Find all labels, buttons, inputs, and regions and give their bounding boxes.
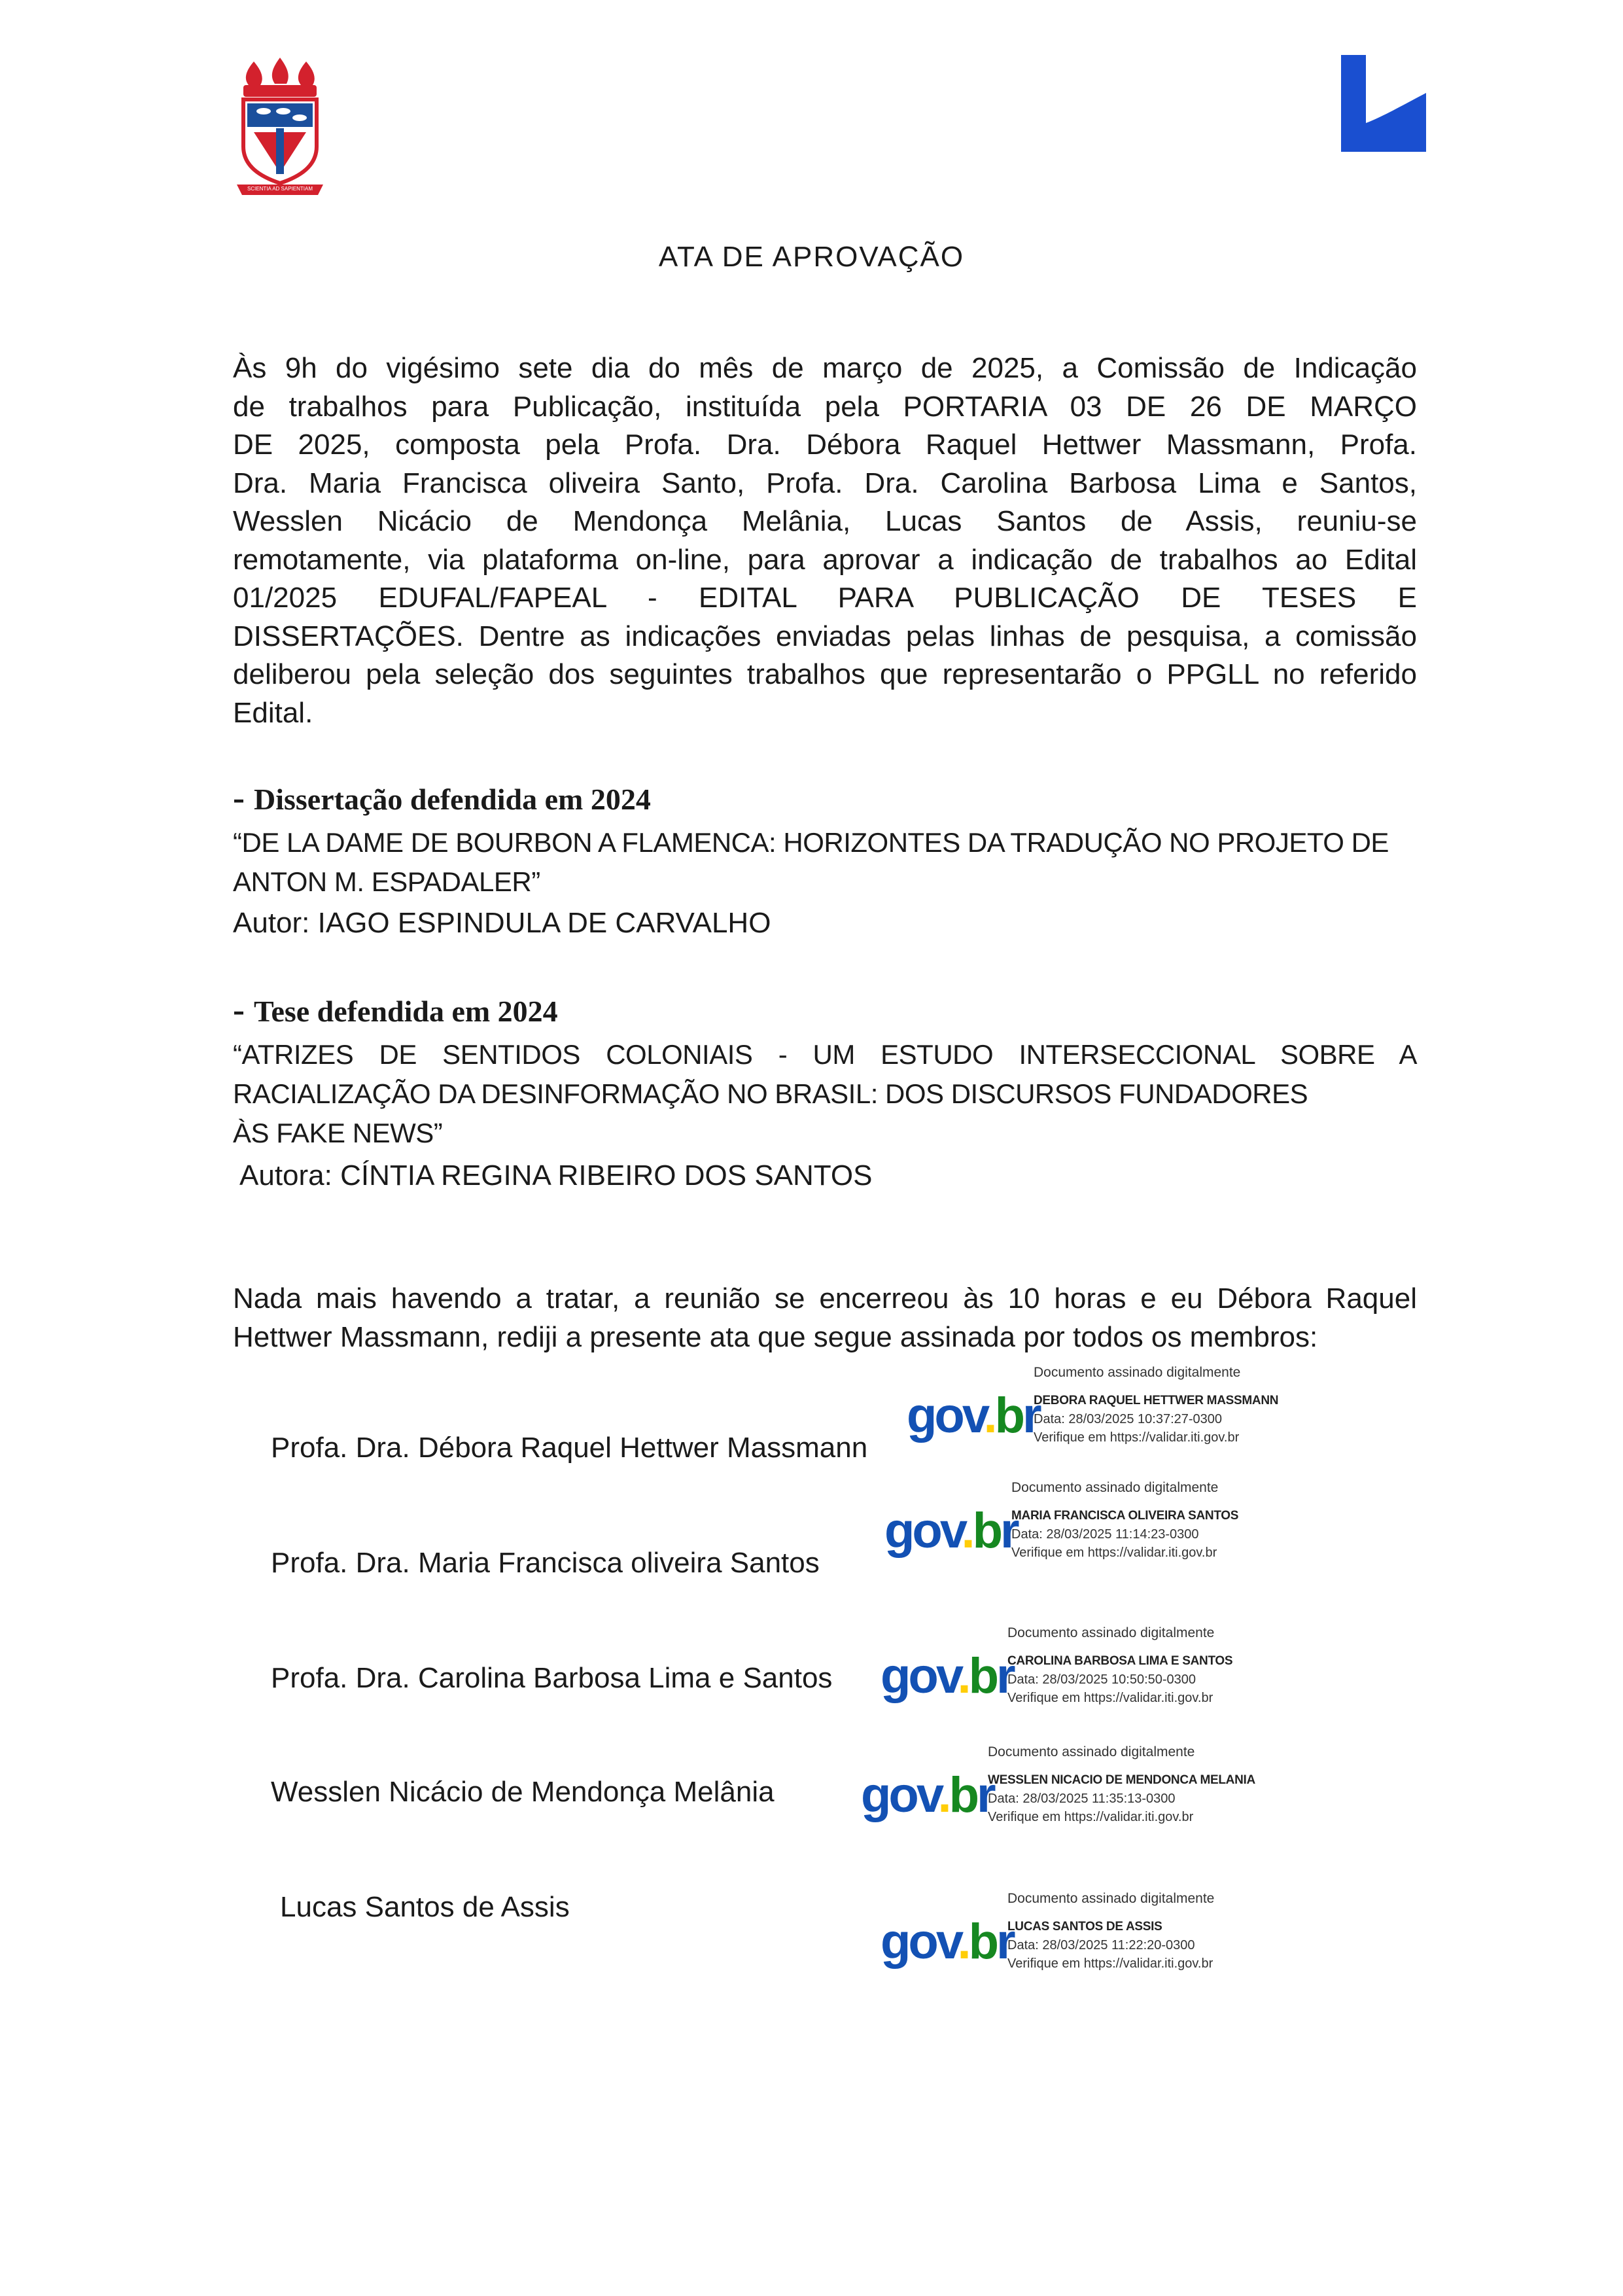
title-line: RACIALIZAÇÃO DA DESINFORMAÇÃO NO BRASIL: DOS DISCURSOS FUNDADORES <box>233 1078 1308 1109</box>
stamp-verify-link: Verifique em https://validar.iti.gov.br <box>1034 1430 1240 1445</box>
stamp-header: Documento assinado digitalmente <box>988 1744 1195 1759</box>
heading-dash: - <box>233 778 245 817</box>
govbr-logo-icon: gov.br <box>881 1648 1013 1704</box>
stamp-verify-link: Verifique em https://validar.iti.gov.br <box>1007 1956 1213 1971</box>
paragraph-line: 01/2025 EDUFAL/FAPEAL - EDITAL PARA PUBLICAÇÃO DE TESES E <box>233 582 1417 614</box>
govbr-signature-stamp[interactable] <box>884 1480 1303 1578</box>
signatory-name: Profa. Dra. Maria Francisca oliveira Santos <box>271 1547 820 1579</box>
title-line: ANTON M. ESPADALER” <box>233 866 540 897</box>
section-heading-text: Dissertação defendida em 2024 <box>253 783 651 816</box>
publisher-logo <box>1341 55 1426 152</box>
govbr-logo-icon: gov.br <box>881 1914 1013 1969</box>
stamp-verify-link: Verifique em https://validar.iti.gov.br <box>1007 1691 1213 1705</box>
section-heading-dissertation <box>233 777 651 818</box>
thesis-author: Autora: CÍNTIA REGINA RIBEIRO DOS SANTOS <box>239 1159 873 1192</box>
closing-paragraph <box>233 1280 1417 1356</box>
stamp-date: Data: 28/03/2025 11:35:13-0300 <box>988 1792 1176 1806</box>
dissertation-author: Autor: IAGO ESPINDULA DE CARVALHO <box>233 907 771 939</box>
university-coat-of-arms-logo <box>234 55 326 199</box>
section-heading-text: Tese defendida em 2024 <box>253 995 558 1028</box>
title-line: ÀS FAKE NEWS” <box>233 1118 443 1148</box>
title-line: “DE LA DAME DE BOURBON A FLAMENCA: HORIZONTES DA TRADUÇÃO NO PROJETO DE <box>233 827 1389 858</box>
govbr-signature-stamp[interactable] <box>861 1744 1280 1843</box>
paragraph-line: Nada mais havendo a tratar, a reunião se encerreou às 10 horas e eu Débora Raquel <box>233 1282 1417 1315</box>
stamp-verify-link: Verifique em https://validar.iti.gov.br <box>988 1810 1194 1824</box>
govbr-logo-icon: gov.br <box>861 1767 994 1823</box>
paragraph-line: DISSERTAÇÕES. Dentre as indicações enviadas pelas linhas de pesquisa, a comissão <box>233 620 1417 652</box>
paragraph-line: deliberou pela seleção dos seguintes trabalhos que representarão o PPGLL no referido <box>233 658 1417 690</box>
stamp-header: Documento assinado digitalmente <box>1011 1480 1219 1495</box>
paragraph-line: Wesslen Nicácio de Mendonça Melânia, Lucas Santos de Assis, reuniu-se <box>233 505 1417 537</box>
thesis-title <box>233 1035 1417 1153</box>
document-title: ATA DE APROVAÇÃO <box>658 241 965 273</box>
stamp-date: Data: 28/03/2025 10:50:50-0300 <box>1007 1672 1196 1687</box>
stamp-signer: WESSLEN NICACIO DE MENDONCA MELANIA <box>988 1773 1255 1787</box>
govbr-signature-stamp[interactable] <box>881 1891 1299 1989</box>
paragraph-line: de trabalhos para Publicação, instituída pela PORTARIA 03 DE 26 DE MARÇO <box>233 390 1417 423</box>
motto-ribbon-text: SCIENTIA AD SAPIENTIAM <box>247 186 313 192</box>
signatory-name: Profa. Dra. Carolina Barbosa Lima e Santos <box>271 1662 833 1694</box>
stamp-header: Documento assinado digitalmente <box>1034 1365 1241 1380</box>
stamp-signer: LUCAS SANTOS DE ASSIS <box>1007 1920 1162 1934</box>
stamp-header: Documento assinado digitalmente <box>1007 1891 1215 1906</box>
heading-dash: - <box>233 990 245 1029</box>
paragraph-line: remotamente, via plataforma on-line, para aprovar a indicação de trabalhos ao Edital <box>233 543 1417 576</box>
stamp-verify-link: Verifique em https://validar.iti.gov.br <box>1011 1545 1217 1560</box>
govbr-signature-stamp[interactable] <box>881 1625 1299 1723</box>
signatory-name: Profa. Dra. Débora Raquel Hettwer Massmann <box>271 1432 868 1464</box>
paragraph-line: Hettwer Massmann, rediji a presente ata que segue assinada por todos os membros: <box>233 1320 1318 1353</box>
paragraph-line: Edital. <box>233 696 313 729</box>
paragraph-line: Às 9h do vigésimo sete dia do mês de março de 2025, a Comissão de Indicação <box>233 352 1417 384</box>
stamp-date: Data: 28/03/2025 11:14:23-0300 <box>1011 1527 1199 1542</box>
govbr-logo-icon: gov.br <box>907 1388 1039 1443</box>
signatory-name: Wesslen Nicácio de Mendonça Melânia <box>271 1776 775 1808</box>
section-heading-thesis <box>233 989 558 1030</box>
signatory-name: Lucas Santos de Assis <box>280 1891 570 1923</box>
stamp-date: Data: 28/03/2025 11:22:20-0300 <box>1007 1938 1195 1952</box>
paragraph-line: Dra. Maria Francisca oliveira Santo, Profa. Dra. Carolina Barbosa Lima e Santos, <box>233 467 1417 499</box>
intro-paragraph <box>233 349 1417 732</box>
paragraph-line: DE 2025, composta pela Profa. Dra. Débora Raquel Hettwer Massmann, Profa. <box>233 429 1417 461</box>
govbr-signature-stamp[interactable] <box>907 1365 1325 1463</box>
stamp-signer: MARIA FRANCISCA OLIVEIRA SANTOS <box>1011 1509 1239 1523</box>
stamp-date: Data: 28/03/2025 10:37:27-0300 <box>1034 1412 1223 1426</box>
govbr-logo-icon: gov.br <box>884 1503 1017 1559</box>
stamp-header: Documento assinado digitalmente <box>1007 1625 1215 1640</box>
dissertation-title <box>233 823 1417 902</box>
stamp-signer: CAROLINA BARBOSA LIMA E SANTOS <box>1007 1654 1233 1668</box>
title-line: “ATRIZES DE SENTIDOS COLONIAIS - UM ESTUDO INTERSECCIONAL SOBRE A <box>233 1039 1417 1070</box>
stamp-signer: DEBORA RAQUEL HETTWER MASSMANN <box>1034 1394 1279 1407</box>
